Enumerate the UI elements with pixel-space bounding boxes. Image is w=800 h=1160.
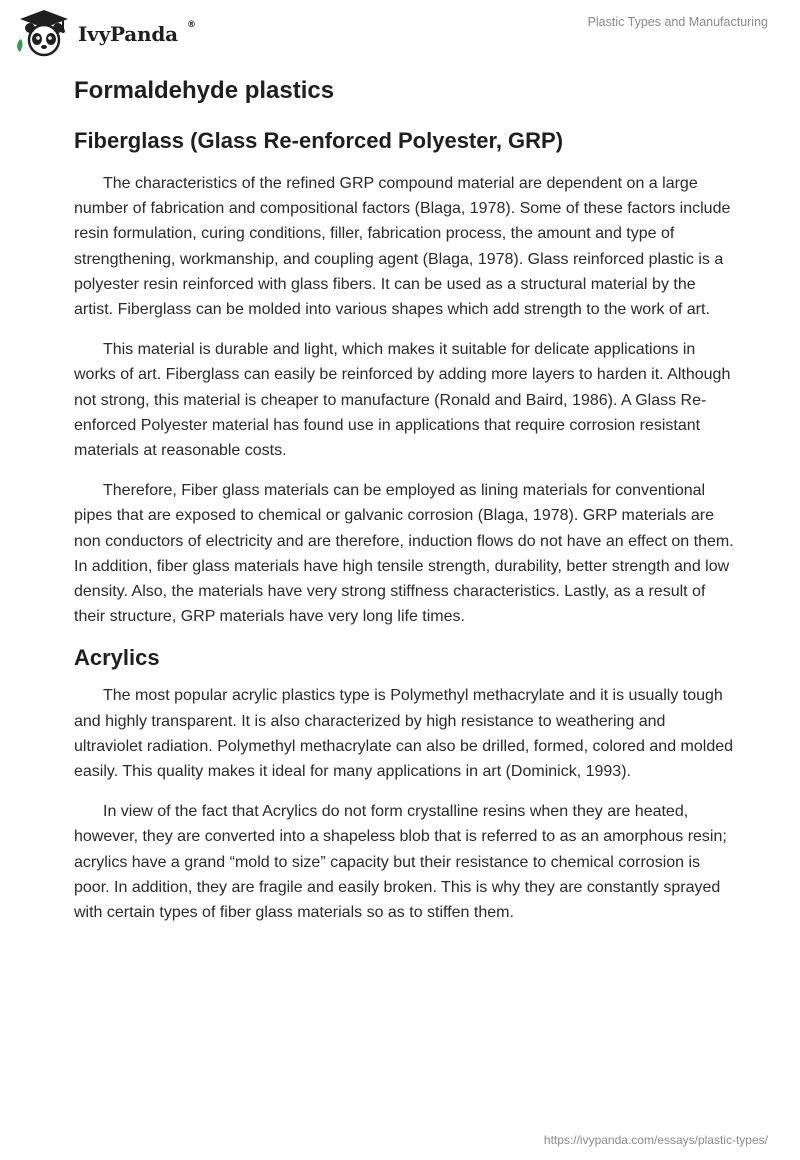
paragraph: Therefore, Fiber glass materials can be employed as lining materials for conventional pipes that are exposed to chemical or galvanic corrosion (Blaga, 1978). GRP materials are non conductors of electricity and are therefore, induction flows do not have an effect on them. In addition, fiber glass materials have high tensile strength, durability, better strength and low density. Also, the materials have very strong stiffness characteristics. Lastly, as a result of their structure, GRP materials have very long life times. — [74, 482, 734, 626]
source-url[interactable]: https://ivypanda.com/essays/plastic-types/ — [543, 1133, 768, 1147]
paragraph: This material is durable and light, which makes it suitable for delicate applications in works of art. Fiberglass can easily be reinforced by adding more layers to harden it. Although not strong, this material is cheaper to manufacture (Ronald and Baird, 1986). A Glass Re-enforced Polyester material has found use in applications that require corrosion resistant materials at reasonable costs. — [74, 341, 731, 460]
paragraph: The most popular acrylic plastics type is Polymethyl methacrylate and it is usually tough and highly transparent. It is also characterized by high resistance to weathering and ultraviolet radiation. Polymethyl methacrylate can also be drilled, formed, colored and molded easily. This quality makes it ideal for many applications in art (Dominick, 1993). — [74, 687, 734, 781]
article-heading: Formaldehyde plastics — [74, 77, 335, 104]
paragraph: The characteristics of the refined GRP compound material are dependent on a large number of fabrication and compositional factors (Blaga, 1978). Some of these factors include resin formulation, curing conditions, filler, fabrication process, the amount and type of strengthening, workmanship, and coupling agent (Blaga, 1978). Glass reinforced plastic is a polyester resin reinforced with glass fibers. It can be used as a structural material by the artist. Fiberglass can be molded into various shapes which add strength to the work of art. — [74, 175, 731, 319]
logo-wordmark: IvyPanda — [78, 22, 178, 46]
page-header — [0, 0, 800, 70]
section-title-acrylics: Acrylics — [74, 645, 160, 671]
panda-graduate-icon — [14, 8, 74, 60]
section-title-fiberglass: Fiberglass (Glass Re-enforced Polyester, GRP) — [74, 128, 564, 153]
ivypanda-logo[interactable] — [14, 8, 214, 60]
registered-mark: ® — [187, 20, 196, 30]
paragraph: In view of the fact that Acrylics do not form crystalline resins when they are heated, however, they are converted into a shapeless blob that is referred to as an amorphous resin; acrylics have a grand “mold to size” capacity but their resistance to chemical corrosion is poor. In addition, they are fragile and easily broken. This is why they are constantly sprayed with certain types of fiber glass materials so as to stiffen them. — [74, 803, 727, 922]
article-body — [74, 72, 734, 925]
document-title: Plastic Types and Manufacturing — [587, 15, 768, 29]
